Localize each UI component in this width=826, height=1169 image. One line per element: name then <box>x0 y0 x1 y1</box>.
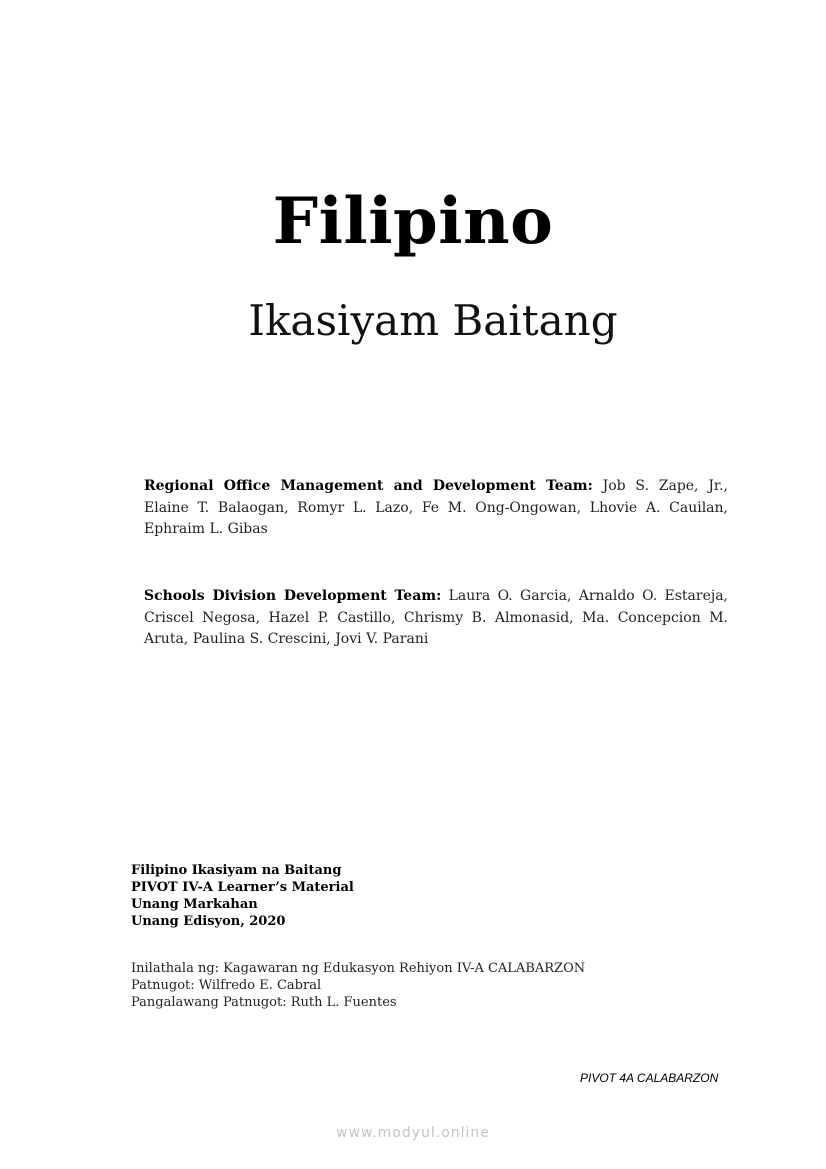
publication-info <box>131 862 354 930</box>
schools-team-label: Schools Division Development Team: <box>144 588 442 604</box>
regional-team-label: Regional Office Management and Development Team: <box>144 478 593 494</box>
publisher-credits <box>131 960 585 1011</box>
document-title: Filipino <box>272 184 554 259</box>
publication-line-quarter: Unang Markahan <box>131 897 258 912</box>
publication-line-title: Filipino Ikasiyam na Baitang <box>131 863 342 878</box>
credits-line-publisher: Inilathala ng: Kagawaran ng Edukasyon Rehiyon IV-A CALABARZON <box>131 961 586 976</box>
publication-line-edition: Unang Edisyon, 2020 <box>131 914 286 929</box>
regional-team-credits <box>144 476 728 541</box>
credits-line-assistant-editor: Pangalawang Patnugot: Ruth L. Fuentes <box>131 995 397 1010</box>
watermark: www.modyul.online <box>336 1125 490 1141</box>
schools-team-credits <box>144 586 728 651</box>
footer-brand: PIVOT 4A CALABARZON <box>580 1071 719 1085</box>
publication-line-material: PIVOT IV-A Learner’s Material <box>131 880 354 895</box>
credits-line-editor: Patnugot: Wilfredo E. Cabral <box>131 978 322 993</box>
grade-level-subtitle: Ikasiyam Baitang <box>248 296 618 345</box>
schools-team-members: Laura O. Garcia, Arnaldo O. Estareja, Criscel Negosa, Hazel P. Castillo, Chrismy B. Almonasid, Ma. Concepcion M. Aruta, Paulina S. Crescini, Jovi V. Parani <box>144 588 728 647</box>
regional-team-members: Job S. Zape, Jr., Elaine T. Balaogan, Romyr L. Lazo, Fe M. Ong-Ongowan, Lhovie A. Cauilan, Ephraim L. Gibas <box>144 478 728 537</box>
